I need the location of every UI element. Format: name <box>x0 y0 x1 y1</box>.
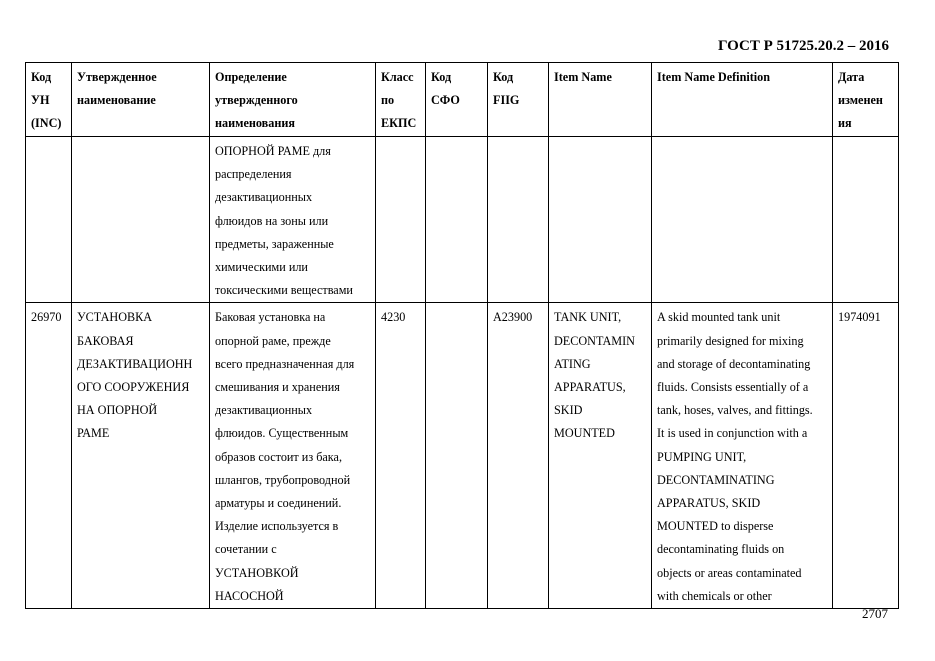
inc-value: 26970 <box>31 310 62 325</box>
header-change-date <box>833 63 899 137</box>
cell-fiig <box>488 137 549 303</box>
date-value: 1974091 <box>838 310 881 325</box>
definition-line: смешивания и хранения <box>215 380 340 395</box>
header-item-name-definition <box>652 63 833 137</box>
cell-definition <box>210 137 376 303</box>
header-line: Item Name <box>554 70 612 84</box>
item-name-line: DECONTAMIN <box>554 333 635 348</box>
definition-line: дезактивационных <box>215 403 313 418</box>
header-line: СФО <box>431 93 460 108</box>
item-definition-line: with chemicals or other <box>657 588 772 603</box>
cell-date <box>833 137 899 303</box>
header-line: наименование <box>77 93 156 108</box>
item-definition-line: MOUNTED to disperse <box>657 519 774 534</box>
classification-table <box>25 62 899 609</box>
header-class <box>376 63 426 137</box>
cell-item-definition <box>652 303 833 609</box>
header-line: FIIG <box>493 93 520 108</box>
definition-line: образов состоит из бака, <box>215 449 342 464</box>
item-name-line: APPARATUS, <box>554 380 626 395</box>
item-name-line: SKID <box>554 403 583 418</box>
definition-line: арматуры и соединений. <box>215 496 342 511</box>
header-line: утвержденного <box>215 93 298 108</box>
header-fiig <box>488 63 549 137</box>
cell-sfo <box>426 303 488 609</box>
header-inc <box>26 63 72 137</box>
class-value: 4230 <box>381 310 406 325</box>
item-name-line: TANK UNIT, <box>554 310 622 325</box>
definition-line: распределения <box>215 167 292 182</box>
cell-name <box>72 137 210 303</box>
item-definition-line: primarily designed for mixing <box>657 333 804 348</box>
header-line: Класс <box>381 70 414 84</box>
item-name-line: MOUNTED <box>554 426 615 441</box>
document-standard-title: ГОСТ Р 51725.20.2 – 2016 <box>717 38 889 54</box>
header-line: УН <box>31 93 50 108</box>
cell-class <box>376 137 426 303</box>
item-definition-line: It is used in conjunction with a <box>657 426 808 441</box>
cell-item-definition <box>652 137 833 303</box>
definition-line: УСТАНОВКОЙ <box>215 565 299 580</box>
definition-line: флюидов на зоны или <box>215 213 329 228</box>
item-definition-line: tank, hoses, valves, and fittings. <box>657 403 813 418</box>
name-line: РАМЕ <box>77 426 110 441</box>
header-line: изменен <box>838 93 883 108</box>
header-line: Item Name Definition <box>657 70 771 84</box>
definition-line: опорной раме, прежде <box>215 333 331 348</box>
item-definition-line: A skid mounted tank unit <box>657 310 781 325</box>
definition-line: флюидов. Существенным <box>215 426 349 441</box>
definition-line: шлангов, трубопроводной <box>215 472 351 487</box>
item-definition-line: APPARATUS, SKID <box>657 496 761 511</box>
header-item-name <box>549 63 652 137</box>
header-definition <box>210 63 376 137</box>
definition-line: токсическими веществами <box>215 283 353 298</box>
header-line: Утвержденное <box>77 70 157 84</box>
header-line: Код <box>493 70 514 84</box>
cell-inc <box>26 137 72 303</box>
cell-item-name <box>549 303 652 609</box>
header-line: Код <box>431 70 452 84</box>
cell-inc <box>26 303 72 609</box>
item-name-line: ATING <box>554 356 591 371</box>
name-line: УСТАНОВКА <box>77 310 153 325</box>
name-line: НА ОПОРНОЙ <box>77 403 158 418</box>
table-header-row <box>26 63 899 137</box>
cell-sfo <box>426 137 488 303</box>
header-line: Код <box>31 70 52 84</box>
header-line: ия <box>838 116 852 131</box>
cell-class <box>376 303 426 609</box>
cell-definition <box>210 303 376 609</box>
name-line: ОГО СООРУЖЕНИЯ <box>77 380 190 395</box>
cell-date <box>833 303 899 609</box>
table-row-continuation <box>26 137 899 303</box>
definition-line: всего предназначенная для <box>215 356 355 371</box>
cell-name <box>72 303 210 609</box>
item-definition-line: and storage of decontaminating <box>657 356 811 371</box>
definition-line: химическими или <box>215 260 308 275</box>
item-definition-line: PUMPING UNIT, <box>657 449 747 464</box>
header-sfo <box>426 63 488 137</box>
cell-item-name <box>549 137 652 303</box>
header-line: ЕКПС <box>381 116 417 131</box>
header-line: (INC) <box>31 116 62 131</box>
header-approved-name <box>72 63 210 137</box>
header-line: по <box>381 93 395 108</box>
item-definition-line: objects or areas contaminated <box>657 565 802 580</box>
cell-fiig <box>488 303 549 609</box>
header-line: Определение <box>215 70 287 84</box>
definition-line: Баковая установка на <box>215 310 326 325</box>
definition-line: сочетании с <box>215 542 277 557</box>
table-row-entry <box>26 303 899 609</box>
definition-line: предметы, зараженные <box>215 236 334 251</box>
fiig-value: A23900 <box>493 310 533 325</box>
definition-line: Изделие используется в <box>215 519 339 534</box>
definition-line: ОПОРНОЙ РАМЕ для <box>215 144 331 158</box>
definition-line: НАСОСНОЙ <box>215 588 284 603</box>
item-definition-line: decontaminating fluids on <box>657 542 785 557</box>
name-line: БАКОВАЯ <box>77 333 134 348</box>
item-definition-line: DECONTAMINATING <box>657 472 775 487</box>
page-number: 2707 <box>862 606 888 621</box>
definition-line: дезактивационных <box>215 190 313 205</box>
item-definition-line: fluids. Consists essentially of a <box>657 380 809 395</box>
name-line: ДЕЗАКТИВАЦИОНН <box>77 356 193 371</box>
header-line: Дата <box>838 70 865 84</box>
header-line: наименования <box>215 116 295 131</box>
